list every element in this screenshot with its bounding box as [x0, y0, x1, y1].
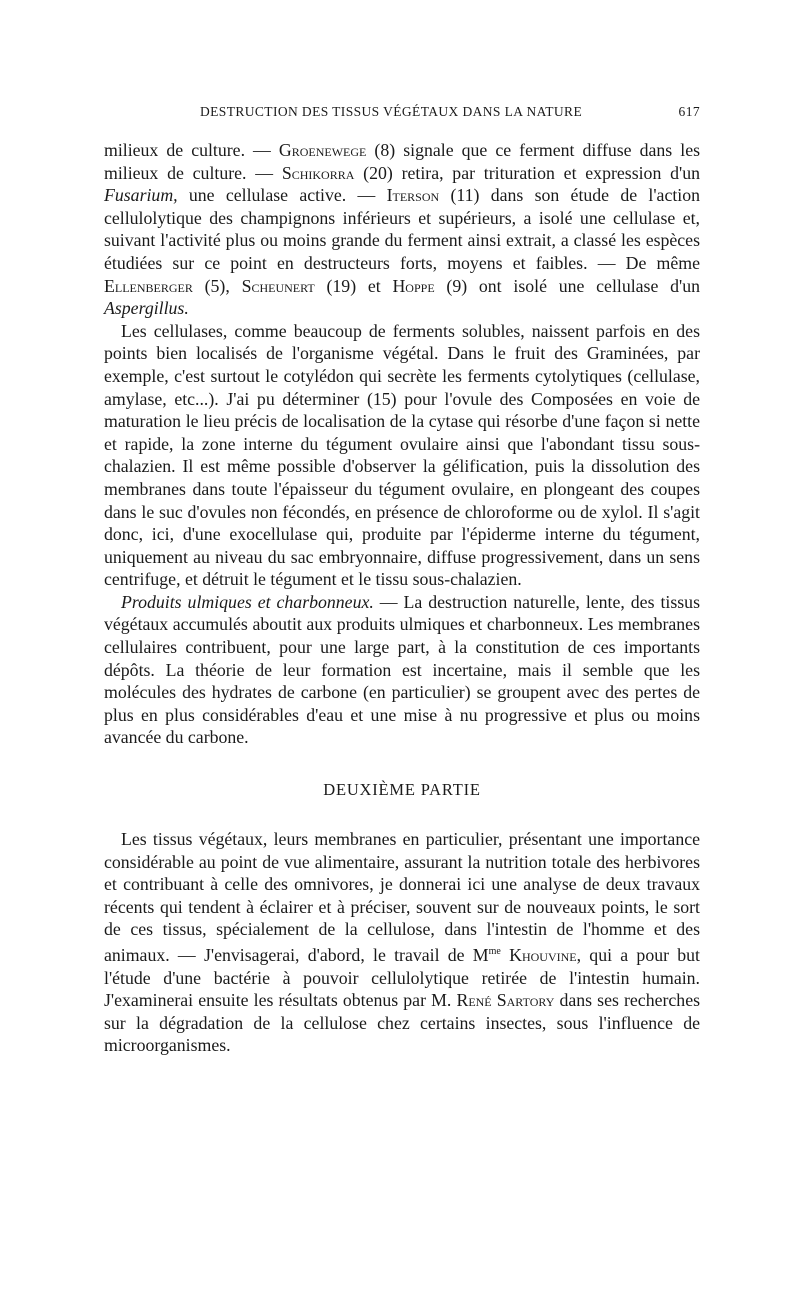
paragraph-3: [104, 591, 700, 749]
paragraph-1: [104, 139, 700, 320]
text-run: Les tissus végétaux, leurs membranes en particulier, présentant une importance considérable au point de vue alimentaire, assurant la nutrition totale des herbivores et contribuant à celle des omnivores, je donnerai ici une analyse de deux travaux récents qui tendent à éclairer et à préciser, souvent sur de nouveaux points, le sort de ces tissus, spécialement de la cellulose, dans l'intestin de l'homme et des animaux. — J'envisagerai, d'abord, le travail de M: [104, 829, 700, 965]
section-heading: DEUXIÈME PARTIE: [323, 780, 481, 800]
superscript: me: [488, 946, 501, 957]
taxon-name: Fusarium,: [104, 185, 178, 206]
text-run: dans ses recherches sur la dégradation de la cellulose chez certains insectes, sous l'influence de microorganismes.: [104, 990, 701, 1056]
text-run: une cellulase active. —: [177, 185, 387, 206]
text-run: — La destruction naturelle, lente, des tissus végétaux accumulés aboutit aux produits ulmiques et charbonneux. Les membranes cellulaires contribuent, pour une large part, à la constitution de ces importants dépôts. La théorie de leur formation est incertaine, mais il semble que les molécules des hydrates de carbone (en particulier) se groupent avec des pertes de plus en plus considérables d'eau et une mise à nu progressive et plus ou moins avancée du carbone.: [104, 591, 700, 748]
text-run: (11) dans son étude de l'action cellulolytique des champignons inférieurs et supérieurs, a isolé une cellulase et, suivant l'activité plus ou moins grande du ferment ainsi extrait, a classé les espèces étudiées sur ce point en destructeurs forts, moyens et faibles. — De même: [104, 185, 701, 273]
paragraph-4: [104, 828, 700, 1057]
author-name: René Sartory: [456, 990, 555, 1011]
text-run: , qui a pour but l'étude d'une bactérie à pouvoir cellulolytique retirée de l'intestin humain. J'examinerai ensuite les résultats obtenus par M.: [104, 945, 700, 1011]
author-name: Scheunert: [241, 275, 315, 296]
text-run: (20) retira, par trituration et expression d'un: [354, 162, 700, 183]
body-text: [104, 139, 700, 1057]
taxon-name: Aspergillus.: [104, 298, 189, 319]
running-title: DESTRUCTION DES TISSUS VÉGÉTAUX DANS LA NATURE: [200, 104, 583, 119]
author-name: Hoppe: [392, 275, 435, 296]
author-name: Ellenberger: [104, 275, 193, 296]
text-run: (5),: [192, 275, 242, 296]
text-run: (19) et: [314, 275, 393, 296]
author-name: Iterson: [386, 185, 440, 206]
text-run: milieux de culture. —: [104, 140, 279, 160]
author-name: Khouvine: [509, 945, 577, 965]
text-run: (8) signale que ce ferment diffuse dans les milieux de culture. —: [104, 140, 701, 183]
author-name: Groenewege: [278, 140, 367, 160]
author-name: Schikorra: [281, 162, 355, 183]
page-number: 617: [678, 104, 700, 119]
text-run: (9) ont isolé une cellulase d'un: [434, 275, 700, 296]
paragraph-2: Les cellulases, comme beaucoup de ferments solubles, naissent parfois en des points bien localisés de l'organisme végétal. Dans le fruit des Graminées, par exemple, c'est surtout le cotylédon qui secrète les ferments cytolytiques (cellulase, amylase, etc...). J'ai pu déterminer (15) pour l'ovule des Composées en voie de maturation le lieu précis de localisation de la cytase qui résorbe d'une façon si nette et rapide, la zone interne du tégument ovulaire ainsi que l'abondant tissu sous-chalazien. Il est même possible d'observer la gélification, puis la dissolution des membranes dans toute l'épaisseur du tégument ovulaire, en plongeant des coupes dans le suc d'ovules non fécondés, en présence de chloroforme ou de xylol. Il s'agit donc, ici, d'une exocellulase qui, produite par l'épiderme interne du tégument, uniquement au niveau du sac embryonnaire, diffuse progressivement, dans un sens centrifuge, et détruit le tégument et le tissu sous-chalazien.: [104, 320, 700, 590]
running-header: [104, 104, 700, 120]
paragraph-lead-in: Produits ulmiques et charbonneux.: [121, 591, 374, 612]
text-run: [501, 945, 509, 965]
